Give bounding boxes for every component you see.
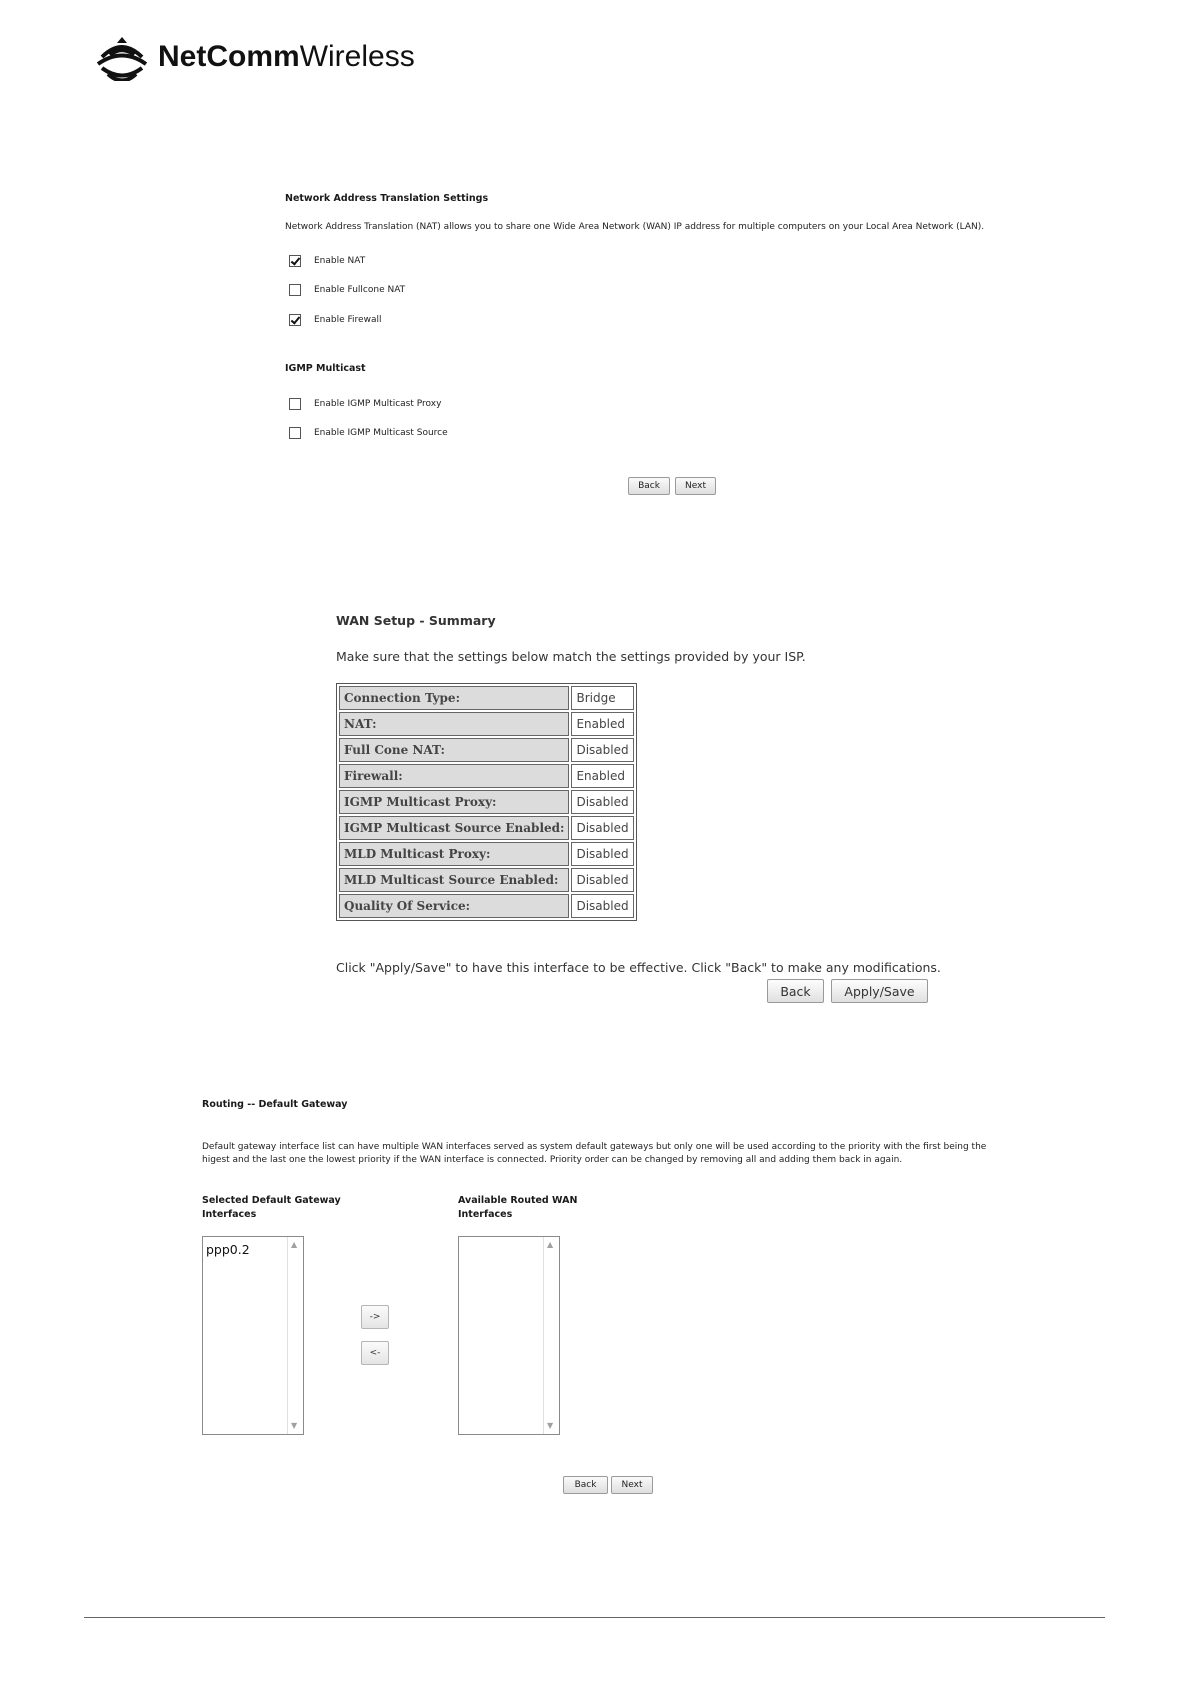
- summary-note: Click "Apply/Save" to have this interface to be effective. Click "Back" to make any modifications.: [336, 960, 941, 975]
- summary-key: IGMP Multicast Proxy:: [339, 790, 569, 814]
- summary-key: MLD Multicast Proxy:: [339, 842, 569, 866]
- routing-next-button[interactable]: Next: [611, 1476, 653, 1494]
- enable-fullcone-nat-label: Enable Fullcone NAT: [314, 285, 406, 295]
- routing-description: Default gateway interface list can have multiple WAN interfaces served as system default gateways but only one will be used according to the priority with the first being the higest and the last one the lowest priority if the WAN interface is connected. Priority order can be changed by removing all and adding them back in again.: [202, 1142, 987, 1165]
- enable-nat-label: Enable NAT: [314, 256, 366, 266]
- list-item[interactable]: ppp0.2: [206, 1242, 250, 1257]
- enable-igmp-source-option[interactable]: [289, 426, 448, 440]
- routing-title: Routing -- Default Gateway: [202, 1099, 348, 1110]
- scroll-up-icon[interactable]: ▲: [291, 1240, 298, 1249]
- summary-key: Quality Of Service:: [339, 894, 569, 918]
- summary-value: Disabled: [571, 894, 633, 918]
- summary-description: Make sure that the settings below match the settings provided by your ISP.: [336, 649, 806, 664]
- brand-name: NetCommWireless: [158, 40, 415, 73]
- nat-next-button[interactable]: Next: [675, 477, 716, 495]
- enable-firewall-checkbox[interactable]: [289, 314, 301, 326]
- footer-divider: [84, 1617, 1105, 1618]
- move-left-button[interactable]: <-: [361, 1341, 389, 1365]
- summary-key: Connection Type:: [339, 686, 569, 710]
- table-row: [339, 894, 634, 918]
- enable-nat-option[interactable]: [289, 254, 365, 268]
- scroll-down-icon[interactable]: ▼: [547, 1421, 554, 1430]
- wifi-dome-icon: [96, 35, 148, 81]
- apply-save-button[interactable]: Apply/Save: [831, 979, 928, 1003]
- summary-key: Firewall:: [339, 764, 569, 788]
- enable-igmp-source-checkbox[interactable]: [289, 427, 301, 439]
- summary-key: NAT:: [339, 712, 569, 736]
- summary-key: MLD Multicast Source Enabled:: [339, 868, 569, 892]
- summary-back-button[interactable]: Back: [767, 979, 824, 1003]
- enable-fullcone-nat-option[interactable]: [289, 283, 405, 297]
- listbox-scrollbar[interactable]: [287, 1237, 303, 1434]
- available-wan-listbox[interactable]: [458, 1236, 560, 1435]
- listbox-scrollbar[interactable]: [543, 1237, 559, 1434]
- table-row: [339, 686, 634, 710]
- table-row: [339, 868, 634, 892]
- brand-logo: [96, 33, 456, 83]
- table-row: [339, 842, 634, 866]
- summary-value: Enabled: [571, 712, 633, 736]
- summary-key: Full Cone NAT:: [339, 738, 569, 762]
- summary-value: Disabled: [571, 842, 633, 866]
- summary-value: Disabled: [571, 738, 633, 762]
- available-wan-heading: Available Routed WAN Interfaces: [458, 1195, 578, 1220]
- enable-nat-checkbox[interactable]: [289, 255, 301, 267]
- table-row: [339, 790, 634, 814]
- table-row: [339, 816, 634, 840]
- summary-value: Disabled: [571, 790, 633, 814]
- selected-gateway-heading: Selected Default Gateway Interfaces: [202, 1195, 341, 1220]
- enable-fullcone-nat-checkbox[interactable]: [289, 284, 301, 296]
- enable-igmp-proxy-option[interactable]: [289, 397, 441, 411]
- summary-value: Enabled: [571, 764, 633, 788]
- table-row: [339, 712, 634, 736]
- summary-table: [336, 683, 637, 921]
- scroll-down-icon[interactable]: ▼: [291, 1421, 298, 1430]
- summary-key: IGMP Multicast Source Enabled:: [339, 816, 569, 840]
- enable-firewall-option[interactable]: [289, 313, 381, 327]
- nat-section-title: Network Address Translation Settings: [285, 193, 489, 204]
- scroll-up-icon[interactable]: ▲: [547, 1240, 554, 1249]
- selected-gateway-listbox[interactable]: [202, 1236, 304, 1435]
- nat-back-button[interactable]: Back: [628, 477, 670, 495]
- table-row: [339, 764, 634, 788]
- enable-igmp-proxy-label: Enable IGMP Multicast Proxy: [314, 399, 442, 409]
- move-right-button[interactable]: ->: [361, 1305, 389, 1329]
- summary-title: WAN Setup - Summary: [336, 613, 496, 628]
- summary-value: Disabled: [571, 868, 633, 892]
- routing-back-button[interactable]: Back: [563, 1476, 608, 1494]
- table-row: [339, 738, 634, 762]
- nat-description: Network Address Translation (NAT) allows you to share one Wide Area Network (WAN) IP address for multiple computers on your Local Area Network (LAN).: [285, 222, 985, 232]
- enable-firewall-label: Enable Firewall: [314, 315, 382, 325]
- enable-igmp-proxy-checkbox[interactable]: [289, 398, 301, 410]
- summary-value: Bridge: [571, 686, 633, 710]
- summary-value: Disabled: [571, 816, 633, 840]
- enable-igmp-source-label: Enable IGMP Multicast Source: [314, 428, 448, 438]
- igmp-section-title: IGMP Multicast: [285, 363, 366, 374]
